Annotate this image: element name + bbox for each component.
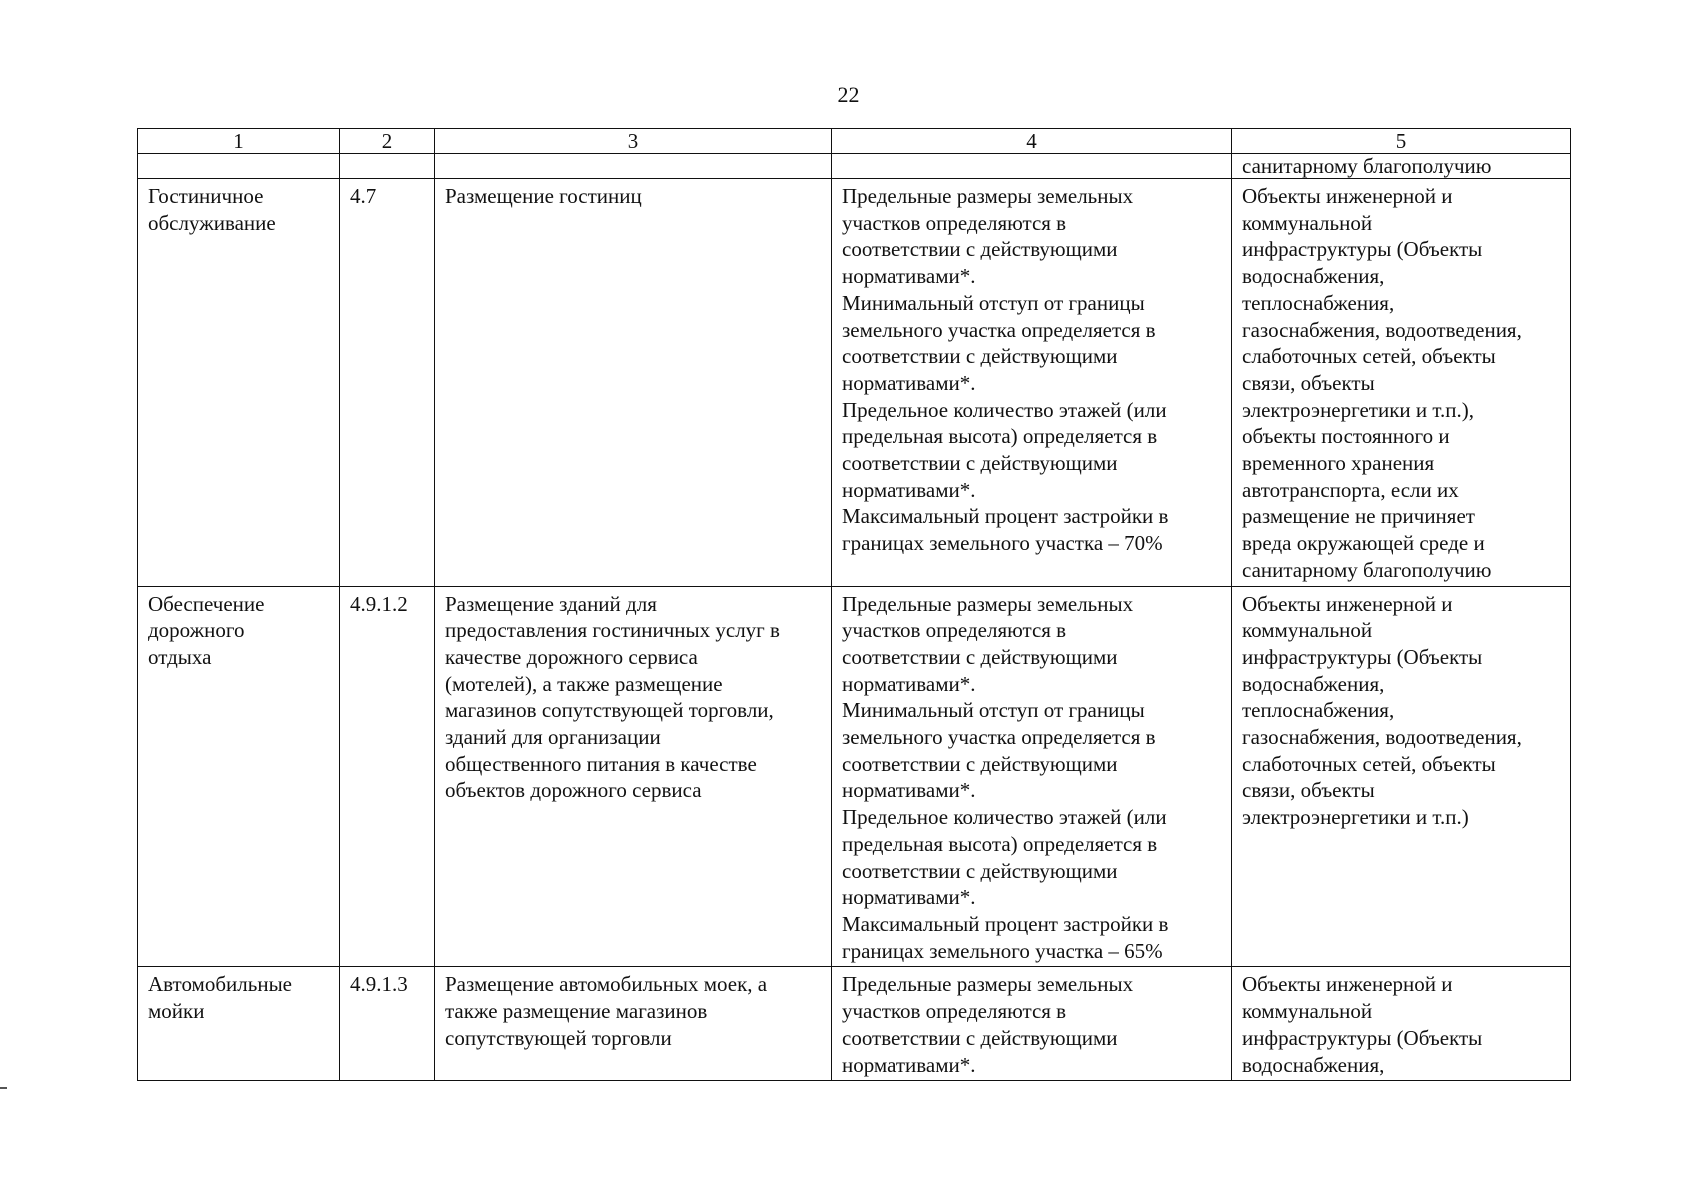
parameters-cell <box>832 586 1232 967</box>
cell-text-line: связи, объекты <box>1242 778 1375 803</box>
cell-text-line: Предельные размеры земельных <box>842 972 1134 997</box>
cell-text-line: Максимальный процент застройки в <box>842 911 1169 936</box>
cell-text-line: Предельные размеры земельных <box>842 184 1134 208</box>
cell-text-line: 4.9.1.3 <box>350 972 408 997</box>
cell-text-line: Максимальный процент застройки в <box>842 504 1169 529</box>
cell-text-line: участков определяются в <box>842 999 1067 1024</box>
cell-text-line: обслуживание <box>148 210 276 235</box>
cell-text-line: предоставления гостиничных услуг в <box>445 618 780 643</box>
use-name-cell <box>138 967 340 1081</box>
cell-text-line: газоснабжения, водоотведения, <box>1242 725 1522 750</box>
cell-text-line: нормативами*. <box>842 264 976 289</box>
use-name-cell <box>138 179 340 587</box>
cell-text-line: соответствии с действующими <box>842 644 1118 669</box>
cell-text-line: инфраструктуры (Объекты <box>1242 237 1483 262</box>
cell-text-line: электроэнергетики и т.п.) <box>1242 805 1469 830</box>
cell-text-line: нормативами*. <box>842 778 976 803</box>
cell-text-line: Предельное количество этажей (или <box>842 397 1167 422</box>
cell-text-line: коммунальной <box>1242 618 1373 643</box>
auxiliary-uses-cell <box>1232 586 1571 967</box>
cell-text-line: соответствии с действующими <box>842 237 1118 262</box>
column-header-5: 5 <box>1232 129 1571 154</box>
continuation-cell-4 <box>832 154 1232 179</box>
column-header-4: 4 <box>832 129 1232 154</box>
cell-text-line: дорожного <box>148 618 245 643</box>
cell-text-line: автотранспорта, если их <box>1242 477 1459 502</box>
cell-text-line: соответствии с действующими <box>842 751 1118 776</box>
cell-text-line: участков определяются в <box>842 210 1067 235</box>
cell-text-line: Объекты инженерной и <box>1242 972 1453 997</box>
cell-text-line: инфраструктуры (Объекты <box>1242 1025 1483 1050</box>
cell-text-line: соответствии с действующими <box>842 344 1118 369</box>
cell-text-line: связи, объекты <box>1242 370 1375 395</box>
cell-text-line: зданий для организации <box>445 725 661 750</box>
cell-text-line: нормативами*. <box>842 477 976 502</box>
cell-text-line: нормативами*. <box>842 885 976 910</box>
cell-text-line: нормативами*. <box>842 1052 976 1077</box>
cell-text-line: коммунальной <box>1242 999 1373 1024</box>
cell-text-line: сопутствующей торговли <box>445 1025 672 1050</box>
auxiliary-uses-cell <box>1232 967 1571 1081</box>
cell-text-line: участков определяются в <box>842 618 1067 643</box>
use-code-cell <box>340 179 435 587</box>
column-header-3: 3 <box>435 129 832 154</box>
cell-text-line: границах земельного участка – 65% <box>842 938 1163 963</box>
cell-text-line: земельного участка определяется в <box>842 725 1156 750</box>
cell-text-line: Размещение зданий для <box>445 591 657 616</box>
cell-text-line: соответствии с действующими <box>842 451 1118 476</box>
auxiliary-uses-cell <box>1232 179 1571 587</box>
continuation-cell-2 <box>340 154 435 179</box>
cell-text-line: границах земельного участка – 70% <box>842 531 1163 556</box>
page-number: 22 <box>837 82 860 107</box>
cell-text-line: водоснабжения, <box>1242 671 1385 696</box>
table-row <box>138 967 1571 1081</box>
cell-text-line: временного хранения <box>1242 451 1435 476</box>
cell-text-line: санитарному благополучию <box>1242 557 1492 582</box>
table-header-row <box>138 129 1571 154</box>
cell-text-line: магазинов сопутствующей торговли, <box>445 698 774 723</box>
cell-text-line: Гостиничное <box>148 184 264 208</box>
continuation-cell-1 <box>138 154 340 179</box>
cell-text-line: общественного питания в качестве <box>445 751 757 776</box>
cell-text-line: слаботочных сетей, объекты <box>1242 751 1496 776</box>
use-description-cell <box>435 179 832 587</box>
cell-text-line: также размещение магазинов <box>445 999 708 1024</box>
cell-text-line: 4.7 <box>350 184 377 208</box>
table-row <box>138 586 1571 967</box>
use-description-cell <box>435 586 832 967</box>
cell-text-line: вреда окружающей среде и <box>1242 531 1485 556</box>
cell-text-line: Предельные размеры земельных <box>842 591 1134 616</box>
cell-text-line: электроэнергетики и т.п.), <box>1242 397 1474 422</box>
land-use-table <box>137 128 1571 1081</box>
cell-text-line: слаботочных сетей, объекты <box>1242 344 1496 369</box>
cell-text-line: Размещение автомобильных моек, а <box>445 972 768 997</box>
column-header-2: 2 <box>340 129 435 154</box>
cell-text-line: соответствии с действующими <box>842 858 1118 883</box>
cell-text-line: Объекты инженерной и <box>1242 591 1453 616</box>
cell-text-line: инфраструктуры (Объекты <box>1242 644 1483 669</box>
cell-text-line: земельного участка определяется в <box>842 317 1156 342</box>
margin-tick-mark <box>0 1087 7 1089</box>
cell-text-line: Обеспечение <box>148 591 265 616</box>
use-name-cell <box>138 586 340 967</box>
cell-text-line: Минимальный отступ от границы <box>842 290 1145 315</box>
continuation-row <box>138 154 1571 179</box>
table-row <box>138 179 1571 587</box>
cell-text-line: нормативами*. <box>842 671 976 696</box>
use-code-cell <box>340 586 435 967</box>
cell-text-line: 4.9.1.2 <box>350 591 408 616</box>
use-description-cell <box>435 967 832 1081</box>
cell-text-line: Объекты инженерной и <box>1242 184 1453 208</box>
cell-text-line: объектов дорожного сервиса <box>445 778 702 803</box>
cell-text-line: водоснабжения, <box>1242 264 1385 289</box>
cell-text-line: водоснабжения, <box>1242 1052 1385 1077</box>
cell-text-line: мойки <box>148 999 205 1024</box>
cell-text-line: коммунальной <box>1242 210 1373 235</box>
cell-text-line: объекты постоянного и <box>1242 424 1450 449</box>
cell-text-line: Предельное количество этажей (или <box>842 805 1167 830</box>
cell-text-line: размещение не причиняет <box>1242 504 1475 529</box>
cell-text-line: качестве дорожного сервиса <box>445 644 698 669</box>
cell-text-line: отдыха <box>148 644 212 669</box>
cell-text-line: теплоснабжения, <box>1242 698 1395 723</box>
continuation-cell-3 <box>435 154 832 179</box>
cell-text-line: предельная высота) определяется в <box>842 831 1158 856</box>
parameters-cell <box>832 179 1232 587</box>
cell-text-line: нормативами*. <box>842 370 976 395</box>
cell-text-line: газоснабжения, водоотведения, <box>1242 317 1522 342</box>
cell-text-line: Автомобильные <box>148 972 292 997</box>
parameters-cell <box>832 967 1232 1081</box>
cell-text-line: теплоснабжения, <box>1242 290 1395 315</box>
use-code-cell <box>340 967 435 1081</box>
cell-text-line: предельная высота) определяется в <box>842 424 1158 449</box>
cell-text-line: Минимальный отступ от границы <box>842 698 1145 723</box>
continuation-cell-5: санитарному благополучию <box>1232 154 1571 179</box>
cell-text-line: (мотелей), а также размещение <box>445 671 723 696</box>
cell-text-line: Размещение гостиниц <box>445 184 642 208</box>
column-header-1: 1 <box>138 129 340 154</box>
cell-text-line: соответствии с действующими <box>842 1025 1118 1050</box>
